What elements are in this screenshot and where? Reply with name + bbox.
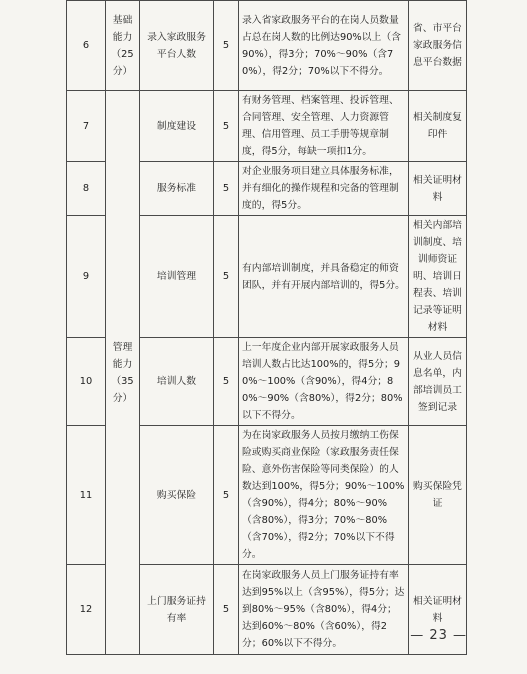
item-name: 服务标准 <box>140 162 214 216</box>
row-number: 11 <box>67 426 106 565</box>
supporting-material: 相关证明材料 <box>409 162 467 216</box>
item-name: 培训人数 <box>140 338 214 426</box>
score: 5 <box>214 426 239 565</box>
scoring-standard: 有内部培训制度，并具备稳定的师资团队，并有开展内部培训的，得5分。 <box>239 216 409 338</box>
scoring-standard: 录入省家政服务平台的在岗人员数量占总在岗人数的比例达90%以上（含90%），得3分；70%～90%（含70%），得2分；70%以下不得分。 <box>239 1 409 91</box>
item-name: 购买保险 <box>140 426 214 565</box>
category-management: 管理能力（35分） <box>106 91 140 655</box>
supporting-material: 从业人员信息名单，内部培训员工签到记录 <box>409 338 467 426</box>
item-name: 培训管理 <box>140 216 214 338</box>
row-number: 6 <box>67 1 106 91</box>
table-row <box>67 91 467 162</box>
scoring-standard: 在岗家政服务人员上门服务证持有率达到95%以上（含95%），得5分；达到80%～95%（含80%），得4分；达到60%～80%（含60%），得2分；60%以下不得分。 <box>239 565 409 655</box>
page-number: — 23 — <box>410 628 467 643</box>
item-name: 录入家政服务平台人数 <box>140 1 214 91</box>
scoring-standard: 为在岗家政服务人员按月缴纳工伤保险或购买商业保险（家政服务责任保险、意外伤害保险等同类保险）的人数达到100%，得5分；90%～100%（含90%），得4分；80%～90%（含80%），得3分；70%～80%（含70%），得2分；70%以下不得分。 <box>239 426 409 565</box>
table-row <box>67 1 467 91</box>
scoring-standard: 上一年度企业内部开展家政服务人员培训人数占比达100%的，得5分；90%～100%（含90%），得4分；80%～90%（含80%），得2分；80%以下不得分。 <box>239 338 409 426</box>
score: 5 <box>214 91 239 162</box>
score: 5 <box>214 1 239 91</box>
row-number: 12 <box>67 565 106 655</box>
row-number: 9 <box>67 216 106 338</box>
item-name: 上门服务证持有率 <box>140 565 214 655</box>
evaluation-table <box>66 0 467 655</box>
score: 5 <box>214 338 239 426</box>
scoring-standard: 有财务管理、档案管理、投诉管理、合同管理、安全管理、人力资源管理、信用管理、员工手册等规章制度，得5分，每缺一项扣1分。 <box>239 91 409 162</box>
item-name: 制度建设 <box>140 91 214 162</box>
supporting-material: 购买保险凭证 <box>409 426 467 565</box>
score: 5 <box>214 565 239 655</box>
row-number: 10 <box>67 338 106 426</box>
score: 5 <box>214 216 239 338</box>
supporting-material: 相关制度复印件 <box>409 91 467 162</box>
scoring-standard: 对企业服务项目建立具体服务标准，并有细化的操作规程和完备的管理制度的，得5分。 <box>239 162 409 216</box>
category-basic: 基础能力（25分） <box>106 1 140 91</box>
supporting-material: 省、市平台家政服务信息平台数据 <box>409 1 467 91</box>
supporting-material: 相关内部培训制度、培训师资证明、培训日程表、培训记录等证明材料 <box>409 216 467 338</box>
supporting-material: 相关证明材料 <box>409 565 467 655</box>
row-number: 8 <box>67 162 106 216</box>
row-number: 7 <box>67 91 106 162</box>
score: 5 <box>214 162 239 216</box>
